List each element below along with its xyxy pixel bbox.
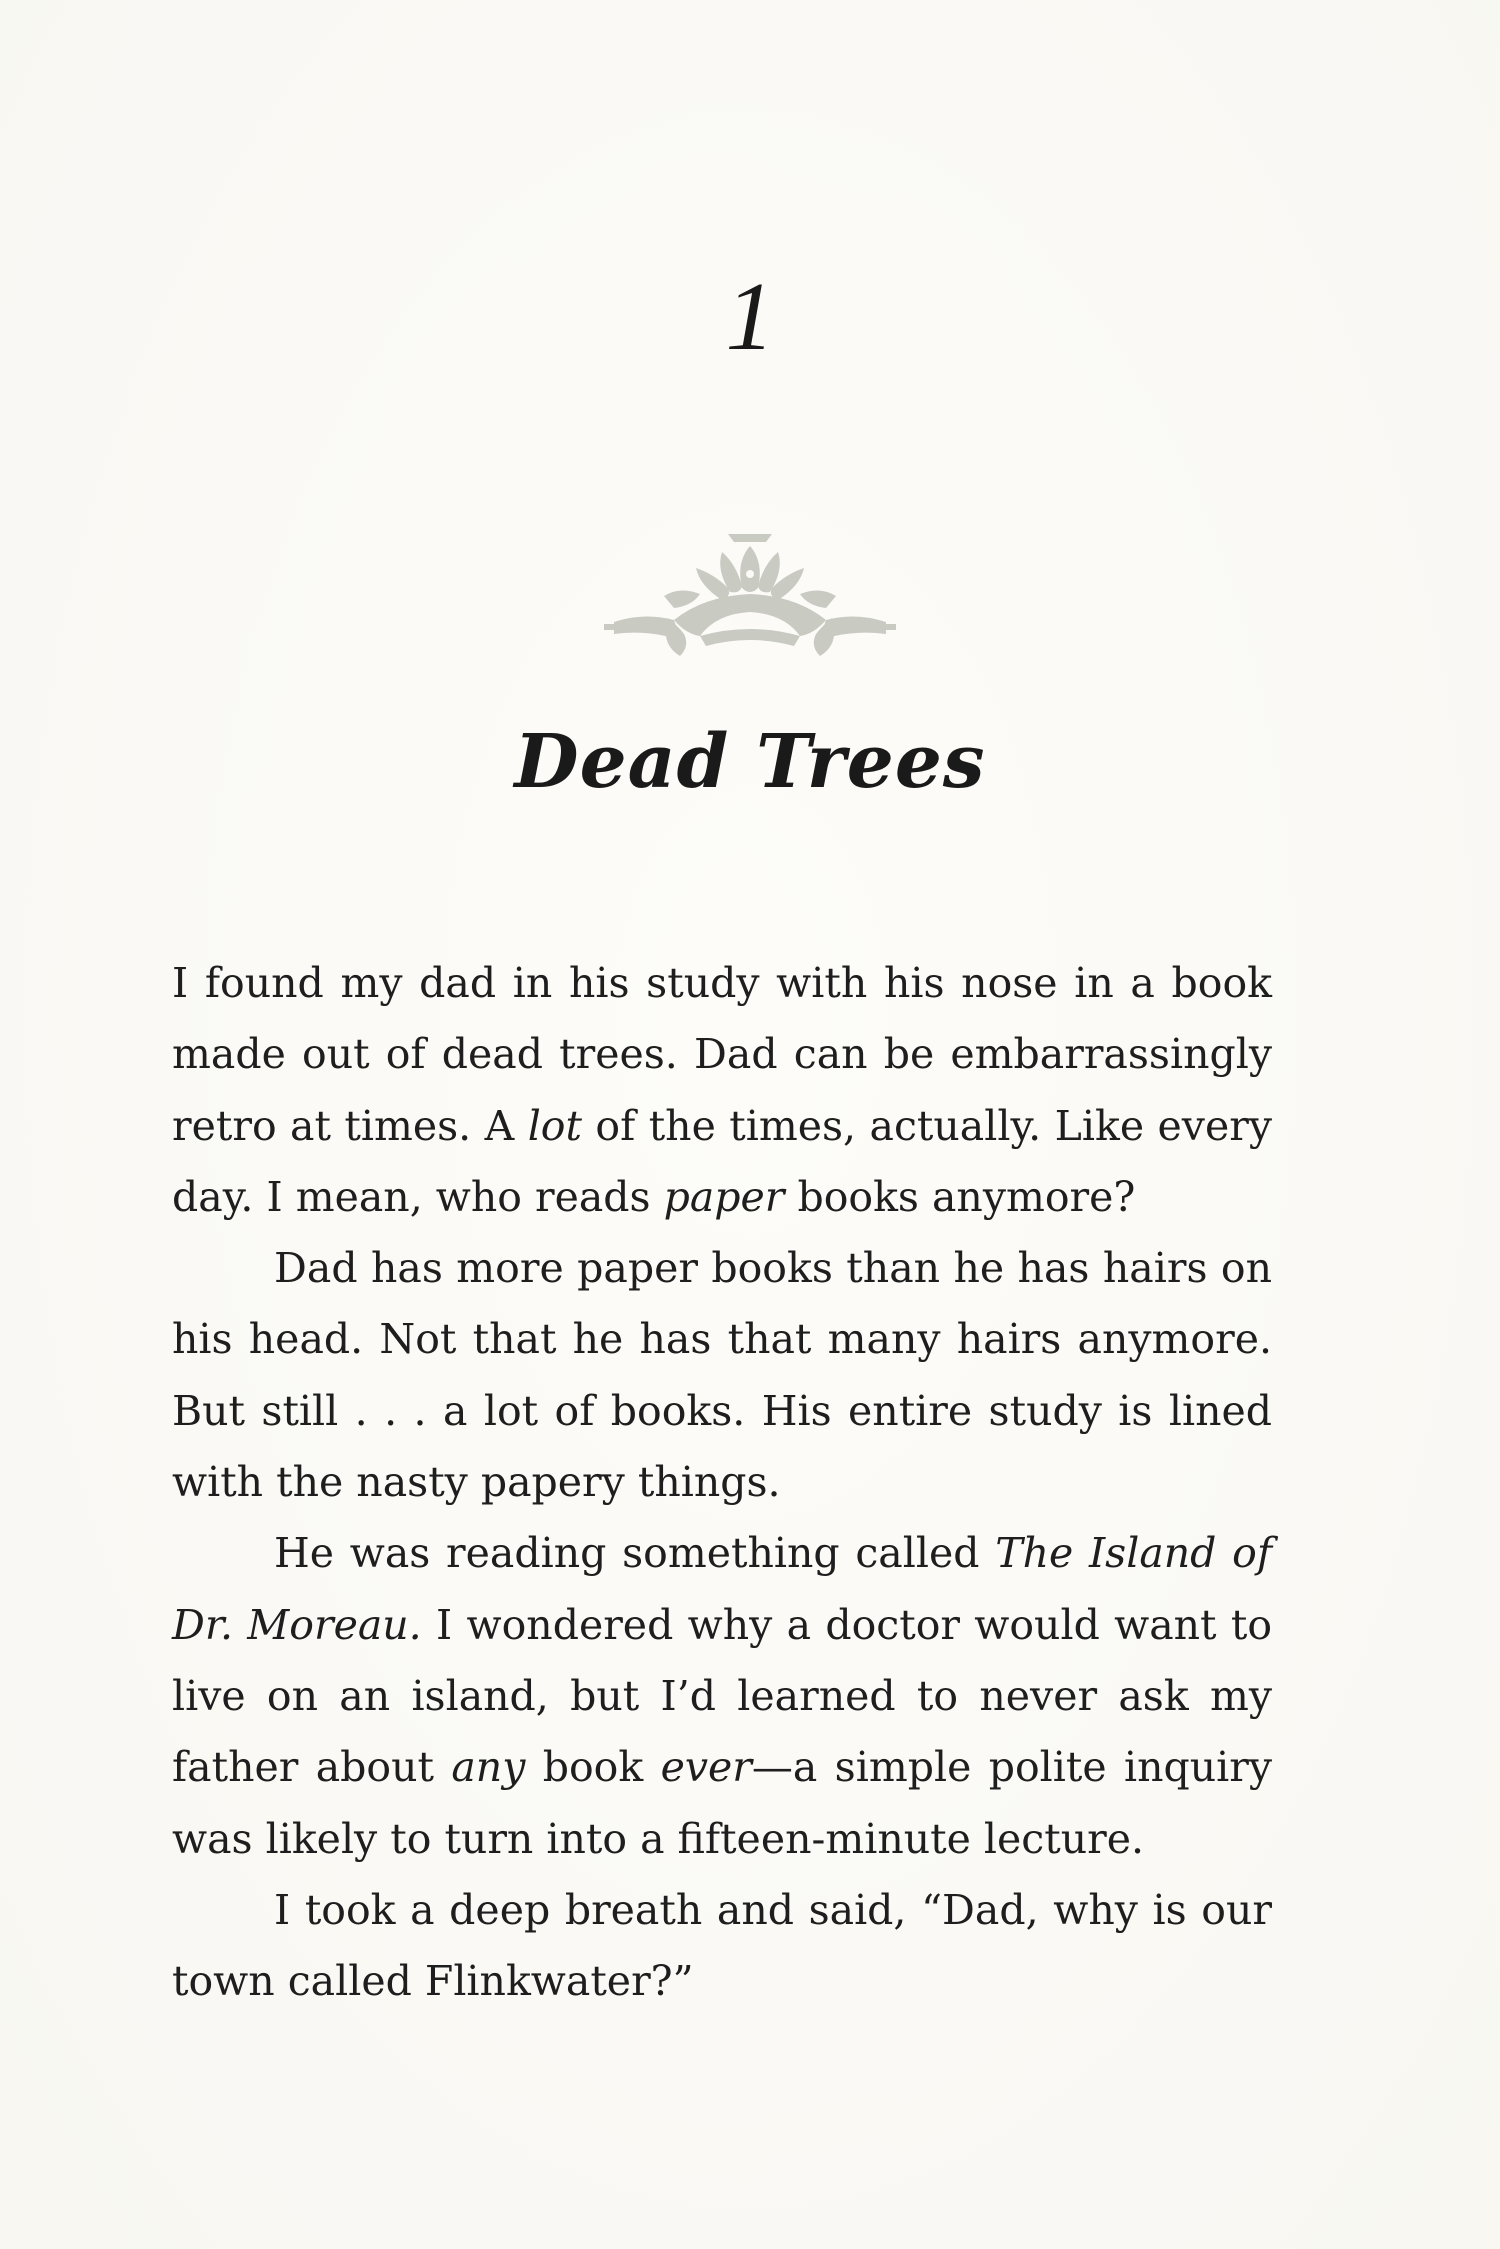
paragraph-1 bbox=[172, 948, 1272, 1233]
text-run: of the times, actually. Like every day. I mean, who reads bbox=[172, 1101, 1272, 1221]
chapter-number: 1 bbox=[725, 263, 775, 371]
text-run: I wondered why a doctor would want to live on an island, but I’d learned to never ask my father about bbox=[172, 1600, 1272, 1792]
text-run: —a simple polite inquiry was likely to turn into a fifteen-minute lecture. bbox=[172, 1743, 1273, 1863]
paragraph-2 bbox=[172, 1233, 1272, 1518]
crown-flourish-ornament-icon bbox=[604, 534, 896, 668]
text-run: Dad has more paper books than he has hairs on his head. Not that he has that many hairs anymore. But still . . . a lot of books. His entire study is lined with the nasty papery things. bbox=[172, 1244, 1272, 1507]
chapter-title: Dead Trees bbox=[514, 719, 986, 805]
italic-run: paper bbox=[663, 1172, 785, 1221]
text-run: I took a deep breath and said, “Dad, why is our town called Flinkwater?” bbox=[172, 1885, 1272, 2006]
italic-run: The Island of Dr. Moreau. bbox=[172, 1529, 1272, 1649]
text-run: He was reading something called bbox=[274, 1529, 996, 1578]
chapter-body bbox=[172, 948, 1272, 2017]
text-run: book bbox=[525, 1743, 661, 1792]
paragraph-4 bbox=[172, 1875, 1272, 2018]
paragraph-3 bbox=[172, 1518, 1272, 1874]
italic-run: any bbox=[451, 1743, 526, 1792]
text-run: books anymore? bbox=[784, 1172, 1136, 1221]
text-run: I found my dad in his study with his nose in a book made out of dead trees. Dad can be embarrassingly retro at times. A bbox=[172, 959, 1272, 1150]
italic-run: ever bbox=[660, 1743, 752, 1792]
italic-run: lot bbox=[527, 1101, 582, 1150]
